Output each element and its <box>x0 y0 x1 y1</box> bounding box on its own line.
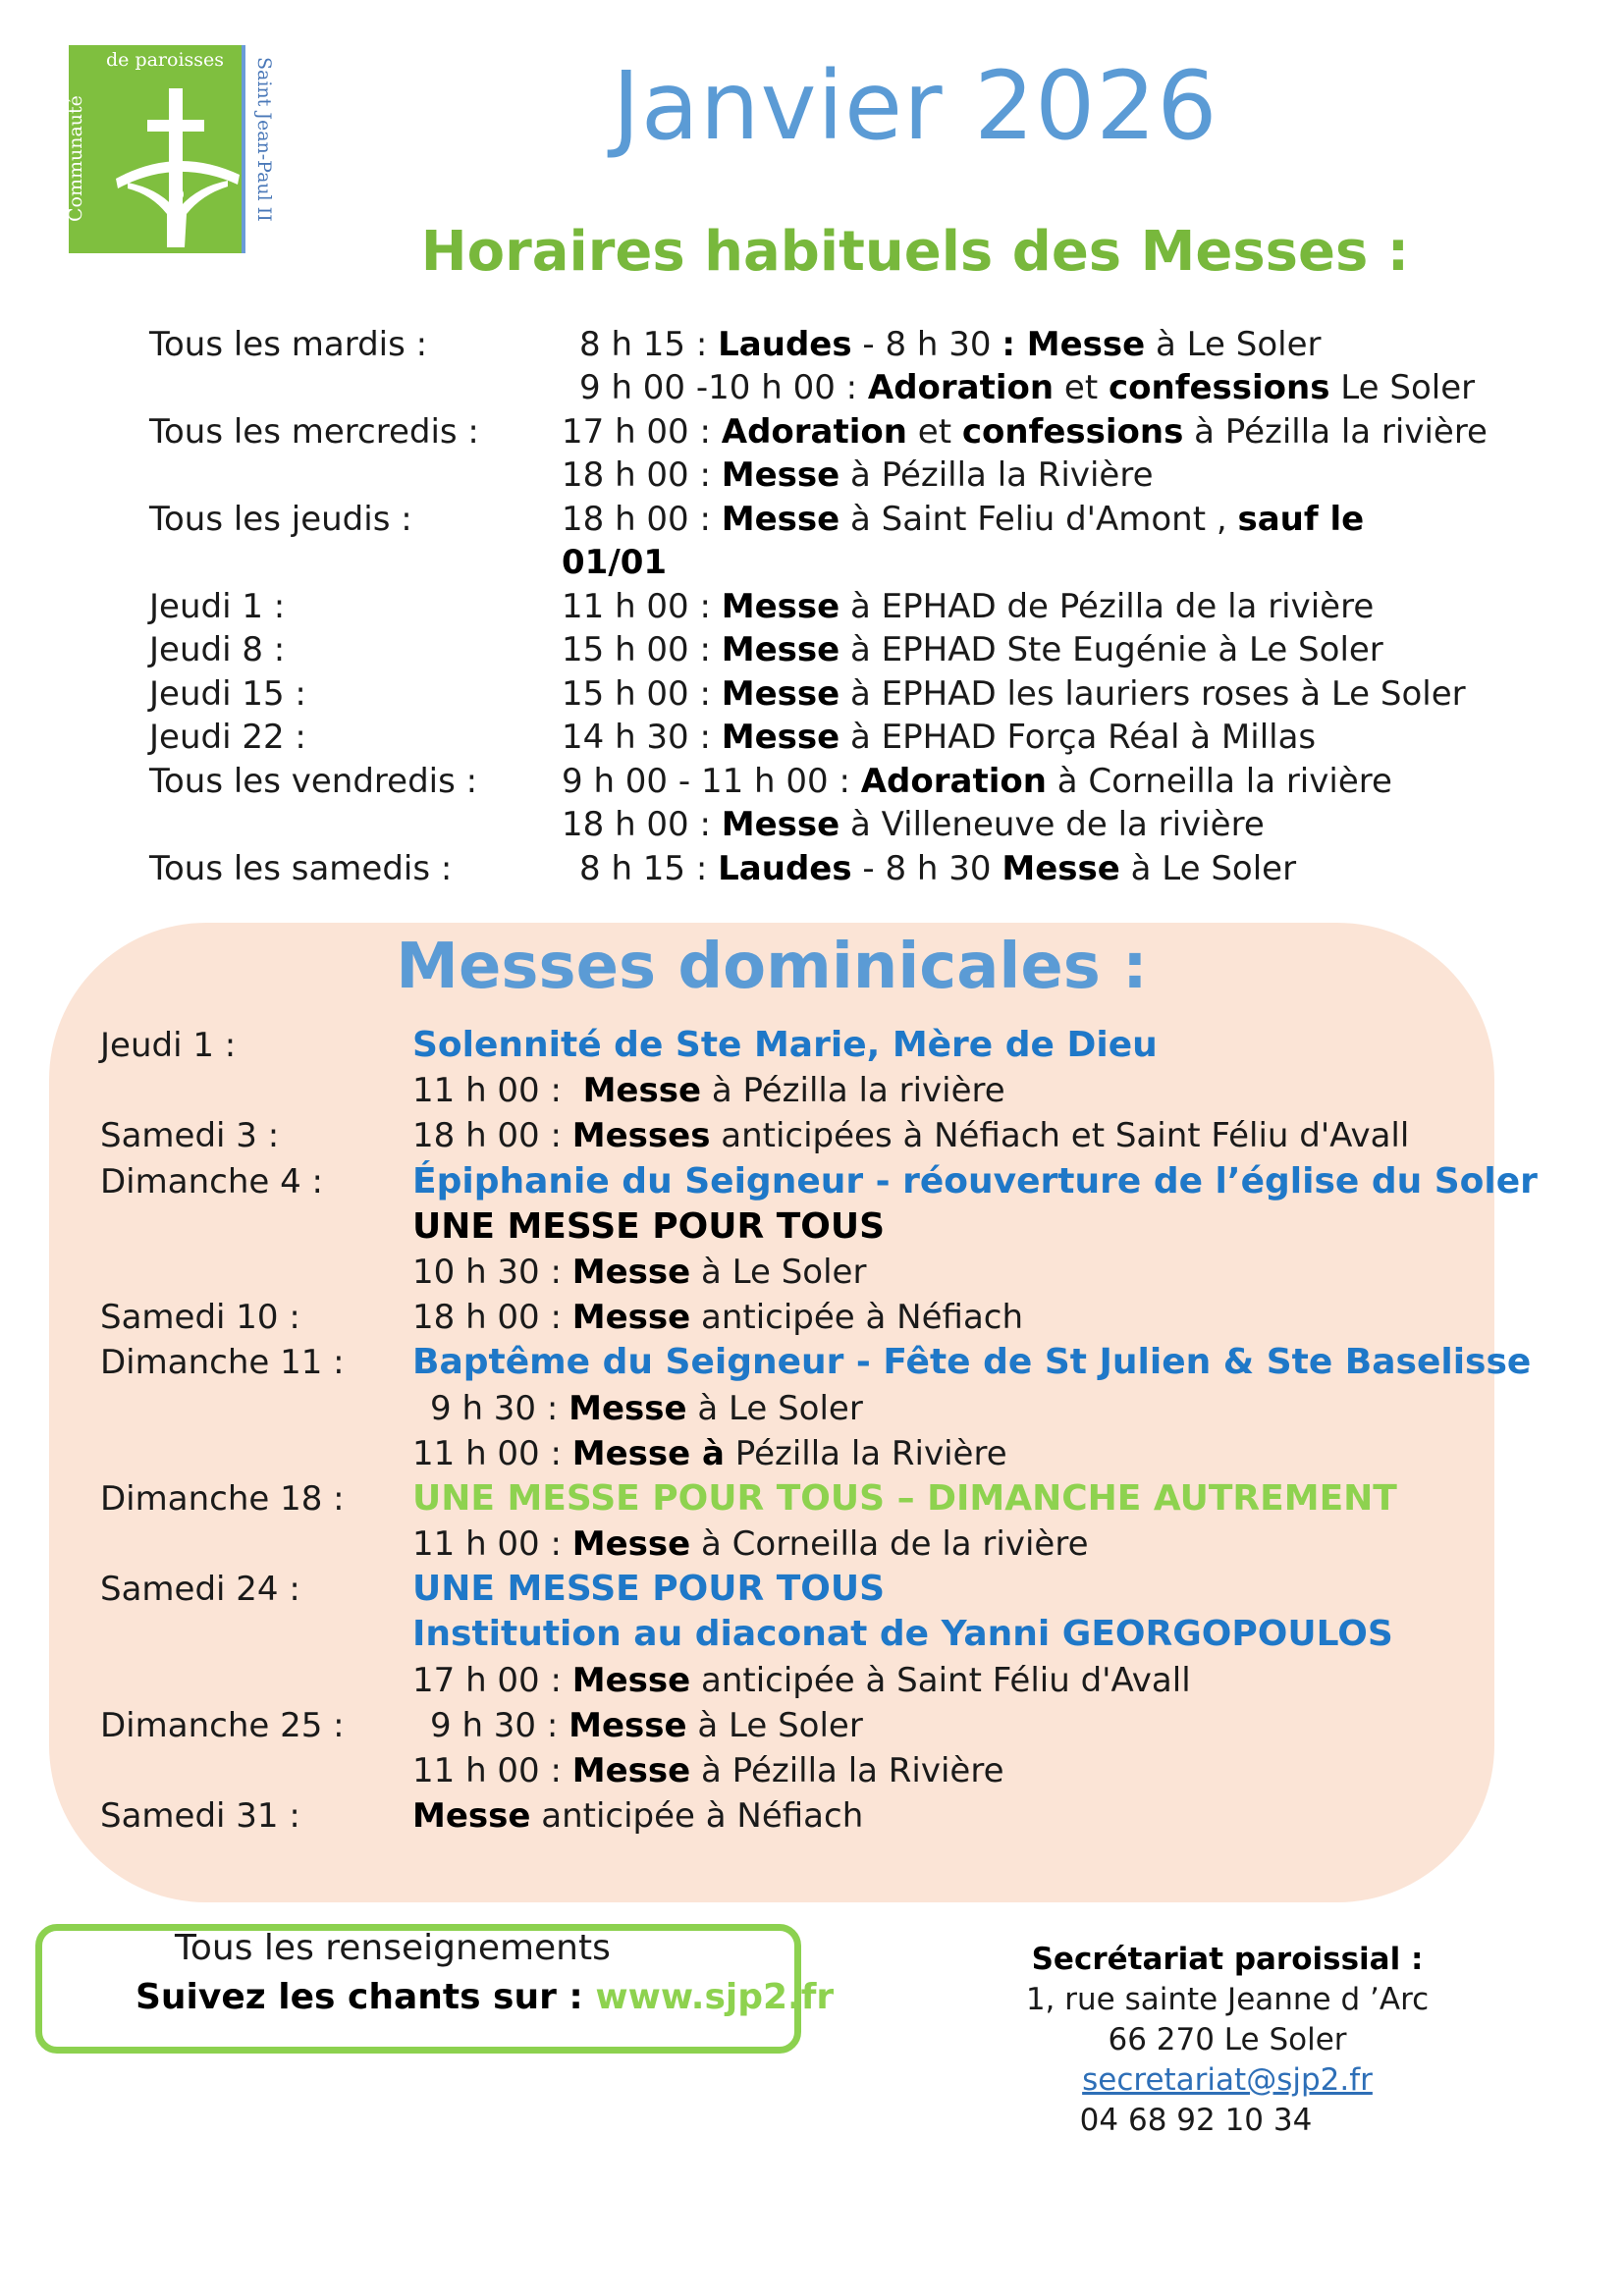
secretariat-email-link[interactable]: secretariat@sjp2.fr <box>1082 2062 1373 2098</box>
schedule-row <box>149 671 1524 716</box>
entry-text: 15 h 00 : <box>562 673 722 714</box>
sunday-schedule <box>100 1023 1538 1839</box>
entry-bold-text: sauf le <box>1237 499 1365 539</box>
schedule-day: Jeudi 1 : <box>100 1026 237 1065</box>
secretariat-city: 66 270 Le Soler <box>1108 2022 1347 2057</box>
schedule-day: Samedi 24 : <box>100 1570 300 1610</box>
entry-bold-text: Messe <box>568 1388 687 1428</box>
entry-bold-text: Messe <box>721 718 840 757</box>
schedule-entry <box>412 1204 1494 1250</box>
schedule-row <box>100 1748 1494 1793</box>
entry-text: 18 h 00 : <box>412 1116 572 1156</box>
schedule-entry <box>562 803 1524 846</box>
schedule-entry <box>412 1612 1494 1657</box>
schedule-entry <box>412 1340 1531 1385</box>
schedule-entry <box>562 323 1524 366</box>
entry-text: 11 h 00 : <box>412 1751 572 1790</box>
schedule-row <box>149 366 1524 410</box>
entry-text: 8 h 15 : <box>579 848 719 888</box>
secretariat-block <box>972 1940 1483 2141</box>
entry-text: 15 h 00 : <box>562 630 722 669</box>
entry-text: à EPHAD Força Réal à Millas <box>839 718 1317 757</box>
entry-text: anticipée à Néfiach <box>530 1796 864 1837</box>
section-title-sunday: Messes dominicales : <box>396 931 1148 1003</box>
schedule-day: Dimanche 4 : <box>100 1161 323 1201</box>
schedule-row <box>149 322 1524 366</box>
schedule-day <box>100 1250 412 1295</box>
schedule-row <box>149 584 1524 628</box>
entry-text: 18 h 00 : <box>562 499 722 539</box>
schedule-row <box>100 1431 1494 1476</box>
chants-label: Suivez les chants sur : <box>135 1977 596 2017</box>
entry-bold-text: 01/01 <box>562 543 668 582</box>
schedule-row <box>100 1023 1494 1068</box>
schedule-day: Dimanche 18 : <box>100 1478 345 1519</box>
entry-text: à Pézilla la Rivière <box>839 455 1154 495</box>
secretariat-phone: 04 68 92 10 34 <box>1079 2103 1313 2138</box>
entry-text: 11 h 00 : <box>412 1524 572 1565</box>
entry-text: 9 h 00 - 11 h 00 : <box>562 761 861 801</box>
entry-bold-text: Messe <box>412 1796 531 1837</box>
entry-text: et <box>906 411 962 452</box>
entry-text: à Villeneuve de la rivière <box>839 805 1265 844</box>
schedule-day: Tous les jeudis : <box>149 499 412 539</box>
schedule-day: Tous les samedis : <box>149 848 453 888</box>
entry-bold-text: Messe <box>721 499 840 539</box>
entry-text: - 8 h 30 <box>851 848 1002 888</box>
entry-text: anticipée à Saint Féliu d'Avall <box>690 1660 1191 1700</box>
schedule-row <box>100 1793 1494 1839</box>
schedule-day: Tous les mardis : <box>149 324 428 364</box>
schedule-row <box>100 1295 1494 1340</box>
entry-text: à EPHAD les lauriers roses à Le Soler <box>839 673 1466 714</box>
secretariat-title: Secrétariat paroissial : <box>1031 1942 1424 1977</box>
entry-bold-text: Messe <box>721 673 840 714</box>
entry-text: - 8 h 30 <box>851 324 1002 364</box>
entry-highlight-black: UNE MESSE POUR TOUS <box>412 1205 886 1247</box>
schedule-day: Tous les vendredis : <box>149 761 478 801</box>
entry-bold-text: Messe <box>571 1524 691 1565</box>
entry-bold-text: Messe <box>721 630 840 669</box>
schedule-entry <box>412 1658 1494 1703</box>
schedule-row <box>100 1068 1494 1113</box>
schedule-day: Jeudi 22 : <box>149 718 306 757</box>
entry-text: à Le Soler <box>686 1388 863 1428</box>
schedule-day <box>100 1612 412 1657</box>
entry-text: 11 h 00 : <box>412 1433 572 1473</box>
schedule-day: Tous les mercredis : <box>149 411 479 452</box>
entry-text: 18 h 00 : <box>562 455 722 495</box>
schedule-entry <box>562 498 1524 541</box>
secretariat-address: 1, rue sainte Jeanne d ’Arc <box>1025 1982 1430 2017</box>
logo-text-right: Saint Jean-Paul II <box>253 57 275 222</box>
entry-text: 9 h 30 : <box>430 1705 569 1745</box>
page-title: Janvier 2026 <box>612 51 1218 161</box>
schedule-row <box>100 1567 1494 1612</box>
website-link[interactable]: www.sjp2.fr <box>595 1977 835 2017</box>
entry-text: 17 h 00 : <box>562 411 722 452</box>
entry-text: Pézilla la Rivière <box>724 1433 1007 1473</box>
entry-text: 10 h 30 : <box>412 1252 572 1292</box>
entry-text: anticipée à Néfiach <box>690 1298 1024 1338</box>
schedule-row <box>149 846 1524 890</box>
entry-bold-text: Messe <box>1001 848 1120 888</box>
schedule-entry <box>412 1023 1494 1068</box>
weekly-schedule <box>149 322 1524 890</box>
entry-bold-text: : Messe <box>1001 324 1146 364</box>
entry-text: à Pézilla la Rivière <box>690 1751 1004 1790</box>
schedule-day <box>100 1431 412 1476</box>
schedule-entry <box>412 1476 1494 1522</box>
entry-text: 18 h 00 : <box>412 1298 572 1338</box>
entry-highlight-blue: Épiphanie du Seigneur - réouverture de l’église du Soler <box>412 1160 1538 1201</box>
schedule-row <box>149 541 1524 585</box>
entry-text: à Pézilla la rivière <box>701 1071 1005 1111</box>
schedule-entry <box>412 1386 1494 1431</box>
schedule-row <box>100 1612 1494 1657</box>
entry-bold-text: Laudes <box>718 324 852 364</box>
entry-bold-text: confessions <box>1108 368 1330 407</box>
schedule-row <box>100 1340 1532 1385</box>
schedule-day: Samedi 10 : <box>100 1298 300 1338</box>
schedule-day: Jeudi 1 : <box>149 586 286 626</box>
schedule-row <box>100 1476 1494 1522</box>
schedule-day: Samedi 31 : <box>100 1796 300 1837</box>
schedule-entry <box>412 1250 1494 1295</box>
schedule-entry <box>562 366 1524 409</box>
logo-text-left: Communauté <box>65 95 86 222</box>
schedule-day <box>100 1522 412 1567</box>
schedule-entry <box>562 672 1524 716</box>
schedule-row <box>149 759 1524 803</box>
entry-bold-text: Messe <box>571 1298 691 1338</box>
entry-text: 11 h 00 : <box>412 1071 583 1111</box>
schedule-row <box>149 454 1524 498</box>
entry-text: à Saint Feliu d'Amont , <box>839 499 1238 539</box>
entry-text: à Le Soler <box>686 1705 863 1745</box>
entry-text: Le Soler <box>1329 368 1476 407</box>
schedule-row <box>149 628 1524 672</box>
schedule-entry <box>562 410 1524 454</box>
chants-line <box>135 1977 834 2017</box>
entry-text: 8 h 15 : <box>579 324 719 364</box>
schedule-row <box>149 803 1524 847</box>
schedule-entry <box>562 847 1524 890</box>
entry-text: à Le Soler <box>1145 324 1322 364</box>
entry-highlight-blue: Institution au diaconat de Yanni GEORGOPOULOS <box>412 1614 1393 1655</box>
entry-bold-text: Messe <box>571 1660 691 1700</box>
entry-highlight-blue: Solennité de Ste Marie, Mère de Dieu <box>412 1025 1158 1065</box>
entry-bold-text: Messe <box>582 1071 702 1111</box>
schedule-entry <box>412 1567 1494 1612</box>
schedule-entry <box>562 454 1524 497</box>
schedule-entry <box>412 1793 1494 1839</box>
entry-text: 9 h 30 : <box>430 1388 569 1428</box>
entry-bold-text: Adoration <box>867 368 1055 407</box>
entry-text: 11 h 00 : <box>562 586 722 626</box>
schedule-entry <box>412 1748 1494 1793</box>
entry-bold-text: confessions <box>961 411 1184 452</box>
schedule-entry <box>562 760 1524 803</box>
schedule-entry <box>562 585 1524 628</box>
schedule-day <box>100 1748 412 1793</box>
schedule-entry <box>412 1431 1494 1476</box>
entry-text: à Corneilla la rivière <box>1046 761 1392 801</box>
entry-text: à EPHAD de Pézilla de la rivière <box>839 586 1375 626</box>
schedule-row <box>149 497 1524 541</box>
schedule-row <box>100 1204 1494 1250</box>
entry-text: à EPHAD Ste Eugénie à Le Soler <box>839 630 1383 669</box>
entry-text: anticipées à Néfiach et Saint Féliu d'Avall <box>710 1116 1410 1156</box>
schedule-row <box>100 1386 1494 1431</box>
entry-bold-text: Messe <box>571 1751 691 1790</box>
schedule-row <box>100 1658 1494 1703</box>
schedule-entry <box>412 1522 1494 1567</box>
schedule-row <box>100 1113 1494 1158</box>
schedule-day: Dimanche 25 : <box>100 1705 345 1745</box>
schedule-day: Jeudi 8 : <box>149 630 286 669</box>
entry-text: et <box>1054 368 1109 407</box>
schedule-row <box>149 716 1524 760</box>
entry-bold-text: Messe <box>721 586 840 626</box>
entry-text: 14 h 30 : <box>562 718 722 757</box>
entry-bold-text: Messe <box>721 805 840 844</box>
entry-text: 17 h 00 : <box>412 1660 572 1700</box>
logo-text-top: de paroisses <box>106 49 225 71</box>
entry-bold-text: Messe <box>721 455 840 495</box>
schedule-row <box>149 409 1524 454</box>
entry-bold-text: Messes <box>571 1116 711 1156</box>
section-title-weekly: Horaires habituels des Messes : <box>420 220 1410 284</box>
entry-highlight-blue: Baptême du Seigneur - Fête de St Julien & Ste Baselisse <box>412 1342 1532 1383</box>
entry-bold-text: Messe à <box>571 1433 725 1473</box>
schedule-day <box>100 1068 412 1113</box>
schedule-entry <box>412 1295 1494 1340</box>
schedule-day <box>100 1386 412 1431</box>
schedule-day: Samedi 3 : <box>100 1116 280 1156</box>
schedule-entry <box>412 1068 1494 1113</box>
entry-highlight-green: UNE MESSE POUR TOUS – DIMANCHE AUTREMENT <box>412 1477 1397 1519</box>
schedule-row <box>100 1250 1494 1295</box>
entry-text: à Le Soler <box>1119 848 1297 888</box>
schedule-entry <box>412 1113 1494 1158</box>
schedule-day: Jeudi 15 : <box>149 673 306 714</box>
entry-text: 9 h 00 -10 h 00 : <box>579 368 868 407</box>
schedule-entry <box>412 1703 1494 1748</box>
entry-bold-text: Laudes <box>718 848 852 888</box>
entry-bold-text: Adoration <box>860 761 1047 801</box>
schedule-day: Dimanche 11 : <box>100 1343 345 1383</box>
schedule-day <box>100 1658 412 1703</box>
entry-bold-text: Adoration <box>721 411 907 452</box>
schedule-entry <box>562 716 1524 759</box>
entry-bold-text: Messe <box>571 1252 691 1292</box>
schedule-entry <box>562 541 1524 584</box>
schedule-day <box>100 1204 412 1250</box>
entry-text: à Le Soler <box>690 1252 867 1292</box>
entry-text: 18 h 00 : <box>562 805 722 844</box>
entry-text: à Corneilla de la rivière <box>690 1524 1089 1565</box>
schedule-entry <box>412 1159 1538 1204</box>
info-line: Tous les renseignements <box>175 1928 611 1968</box>
entry-text: à Pézilla la rivière <box>1183 411 1488 452</box>
schedule-row <box>100 1522 1494 1567</box>
entry-highlight-blue: UNE MESSE POUR TOUS <box>412 1569 886 1610</box>
entry-bold-text: Messe <box>568 1705 687 1745</box>
schedule-row <box>100 1703 1494 1748</box>
schedule-entry <box>562 628 1524 671</box>
schedule-row <box>100 1159 1538 1204</box>
